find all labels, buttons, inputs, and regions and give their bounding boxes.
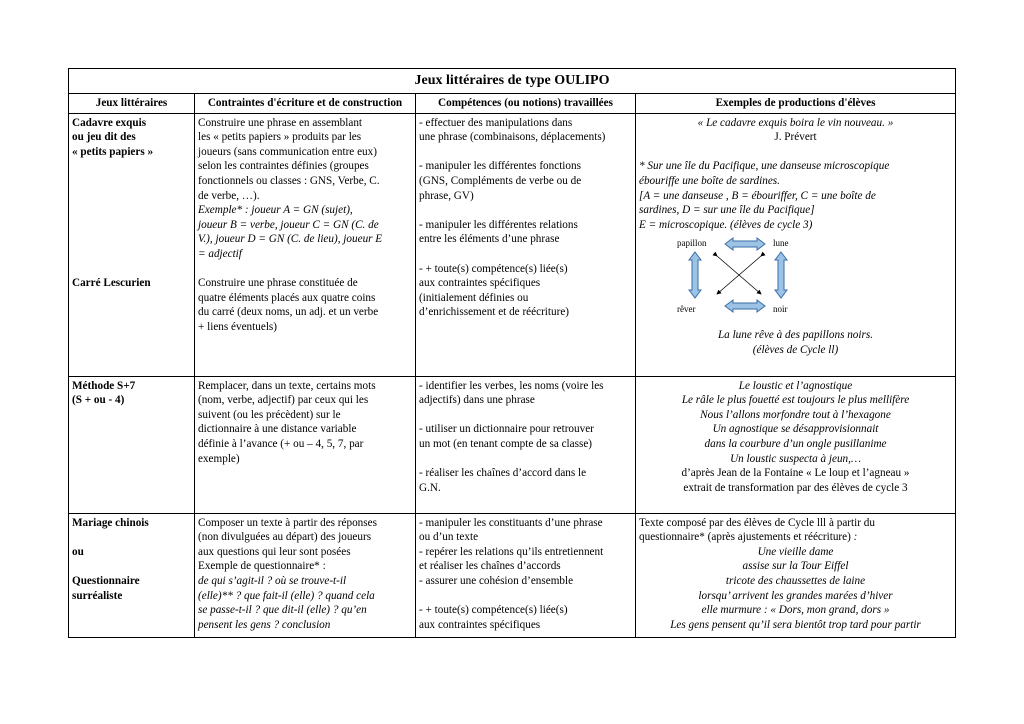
example-line: sardines, D = sur une île du Pacifique]: [639, 204, 815, 217]
example-source: d’après Jean de la Fontaine « Le loup et l’agneau »: [681, 467, 910, 480]
poem-line: Les gens pensent qu’il sera bientôt trop tard pour partir: [670, 618, 921, 631]
header-skills: Compétences (ou notions) travaillées: [416, 94, 636, 114]
poem-line: Un agnostique se désapprovisionnait: [712, 423, 879, 436]
double-arrow-right: [775, 252, 787, 298]
constraint-line: exemple): [198, 452, 240, 465]
example-line: (élèves de Cycle ll): [752, 343, 839, 356]
poem-line: Nous l’allons morfondre tout à l’hexagone: [700, 408, 891, 421]
skill-line: - manipuler les différentes fonctions: [419, 160, 581, 173]
constraint-line: joueurs (sans communication entre eux): [198, 145, 377, 158]
constraint-example-line: Exemple* : joueur A = GN (sujet),: [198, 204, 353, 217]
title-row: [69, 69, 956, 94]
skill-line: - + toute(s) compétence(s) liée(s): [419, 604, 568, 617]
skill-line: une phrase (combinaisons, déplacements): [419, 131, 606, 144]
poem-line: assise sur la Tour Eiffel: [742, 560, 849, 573]
game-name: surréaliste: [72, 589, 123, 602]
example-source: extrait de transformation par des élèves de cycle 3: [683, 481, 908, 494]
constraint-example-line: (elle)** ? que fait-il (elle) ? quand cela: [198, 589, 375, 602]
double-arrow-left: [689, 252, 701, 298]
examples-cell: [636, 376, 956, 513]
constraint-line: (nom, verbe, adjectif) par ceux qui les: [198, 394, 369, 407]
poem-line: Une vieille dame: [757, 545, 834, 558]
game-cell: [69, 376, 195, 513]
diagram-word: papillon: [677, 238, 707, 249]
example-line: E = microscopique. (élèves de cycle 3): [639, 218, 813, 231]
example-quote: « Le cadavre exquis boira le vin nouveau. »: [697, 116, 894, 129]
header-games: Jeux littéraires: [69, 94, 195, 114]
constraint-line: fonctionnels ou classes : GNS, Verbe, C.: [198, 174, 380, 187]
skill-line: - + toute(s) compétence(s) liée(s): [419, 262, 568, 275]
constraint-example-line: de qui s’agit-il ? où se trouve-t-il: [198, 574, 347, 587]
game-name: Cadavre exquis: [72, 116, 147, 129]
skills-cell: [416, 513, 636, 637]
header-examples: Exemples de productions d'élèves: [636, 94, 956, 114]
constraint-line: du carré (deux noms, un adj. et un verbe: [198, 306, 379, 319]
constraint-line: Construire une phrase en assemblant: [198, 116, 363, 129]
poem-line: dans la courbure d’un ongle pusillanime: [704, 437, 887, 450]
skill-line: - identifier les verbes, les noms (voire les: [419, 379, 604, 392]
skill-line: - utiliser un dictionnaire pour retrouver: [419, 423, 594, 436]
skill-line: aux contraintes spécifiques: [419, 277, 541, 290]
constraint-line: aux questions qui leur sont posées: [198, 545, 351, 558]
constraint-line: (non divulguées au départ) des joueurs: [198, 531, 372, 544]
poem-line: elle murmure : « Dors, mon grand, dors »: [701, 604, 890, 617]
poem-line: tricote des chaussettes de laine: [725, 574, 866, 587]
double-arrow-top: [725, 238, 765, 250]
example-line: * Sur une île du Pacifique, une danseuse microscopique: [639, 160, 890, 173]
skill-line: d’enrichissement et de réécriture): [419, 306, 570, 319]
skill-line: aux contraintes spécifiques: [419, 618, 541, 631]
game-name: Carré Lescurien: [72, 277, 151, 290]
header-constraints: Contraintes d'écriture et de construction: [195, 94, 416, 114]
poem-line: Le loustic et l’agnostique: [738, 379, 853, 392]
game-name: ou jeu dit des: [72, 131, 136, 144]
table-row: [69, 113, 956, 376]
constraint-example-line: joueur B = verbe, joueur C = GN (C. de: [198, 218, 379, 231]
constraint-line: les « petits papiers » produits par les: [198, 131, 362, 144]
diagram-word: lune: [773, 238, 789, 249]
skill-line: ou d’un texte: [419, 531, 479, 544]
constraint-line: Construire une phrase constituée de: [198, 277, 358, 290]
table-row: [69, 513, 956, 637]
constraint-example-line: se passe-t-il ? que dit-il (elle) ? qu’en: [198, 604, 367, 617]
constraint-example-line: = adjectif: [198, 247, 242, 260]
skill-line: - réaliser les chaînes d’accord dans le: [419, 467, 587, 480]
game-cell: [69, 113, 195, 376]
example-line: ébouriffe une boîte de sardines.: [639, 174, 780, 187]
example-intro-colon: :: [850, 531, 858, 544]
examples-cell: [636, 113, 956, 376]
skill-line: un mot (en tenant compte de sa classe): [419, 437, 593, 450]
skill-line: (GNS, Compléments de verbe ou de: [419, 174, 582, 187]
constraint-example-line: pensent les gens ? conclusion: [198, 618, 331, 631]
poem-line: Le râle le plus fouetté est toujours le plus mellifère: [681, 394, 910, 407]
poem-line: lorsqu’ arrivent les grandes marées d’hiver: [698, 589, 893, 602]
header-row: [69, 94, 956, 114]
skills-cell: [416, 113, 636, 376]
lescurien-square-diagram: [673, 234, 833, 324]
skill-line: et réaliser les chaînes d’accords: [419, 560, 561, 573]
skill-line: - manipuler les différentes relations: [419, 218, 578, 231]
skills-cell: [416, 376, 636, 513]
constraint-line: Remplacer, dans un texte, certains mots: [198, 379, 376, 392]
constraint-line: suivent (ou les précèdent) sur le: [198, 408, 341, 421]
oulipo-table: [68, 68, 956, 638]
skill-line: - manipuler les constituants d’une phrase: [419, 516, 603, 529]
game-name: « petits papiers »: [72, 145, 154, 158]
constraint-example-line: V.), joueur D = GN (C. de lieu), joueur E: [198, 233, 383, 246]
table-row: [69, 376, 956, 513]
skill-line: adjectifs) dans une phrase: [419, 394, 535, 407]
example-intro: Texte composé par des élèves de Cycle lll à partir du: [639, 516, 875, 529]
example-author: J. Prévert: [774, 131, 817, 144]
poem-line: Un loustic suspecta à jeun,…: [730, 452, 861, 465]
game-name: ou: [72, 545, 84, 558]
examples-cell: [636, 513, 956, 637]
constraints-cell: [195, 376, 416, 513]
constraints-cell: [195, 113, 416, 376]
table-title: Jeux littéraires de type OULIPO: [69, 69, 956, 94]
constraints-cell: [195, 513, 416, 637]
constraint-line: + liens éventuels): [198, 320, 278, 333]
skill-line: (initialement définies ou: [419, 291, 529, 304]
game-name: Mariage chinois: [72, 516, 149, 529]
constraint-line: définie à l’avance (+ ou – 4, 5, 7, par: [198, 437, 364, 450]
constraint-line: dictionnaire à une distance variable: [198, 423, 357, 436]
skill-line: G.N.: [419, 481, 441, 494]
example-line: [A = une danseuse , B = ébouriffer, C = une boîte de: [639, 189, 876, 202]
skill-line: - assurer une cohésion d’ensemble: [419, 574, 574, 587]
skill-line: phrase, GV): [419, 189, 474, 202]
diagram-word: noir: [773, 304, 788, 315]
constraint-line: selon les contraintes définies (groupes: [198, 160, 369, 173]
game-name: (S + ou - 4): [72, 394, 125, 407]
constraint-line: Exemple de questionnaire* :: [198, 560, 326, 573]
skill-line: - effectuer des manipulations dans: [419, 116, 573, 129]
game-name: Méthode S+7: [72, 379, 136, 392]
diagram-word: rêver: [677, 304, 696, 315]
skill-line: - repérer les relations qu’ils entretiennent: [419, 545, 604, 558]
double-arrow-bottom: [725, 300, 765, 312]
constraint-line: de verbe, …).: [198, 189, 260, 202]
skill-line: entre les éléments d’une phrase: [419, 233, 560, 246]
constraint-line: Composer un texte à partir des réponses: [198, 516, 377, 529]
game-cell: [69, 513, 195, 637]
game-name: Questionnaire: [72, 574, 140, 587]
example-line: La lune rêve à des papillons noirs.: [717, 329, 874, 342]
constraint-line: quatre éléments placés aux quatre coins: [198, 291, 376, 304]
example-intro: questionnaire* (après ajustements et réécriture): [639, 531, 851, 544]
